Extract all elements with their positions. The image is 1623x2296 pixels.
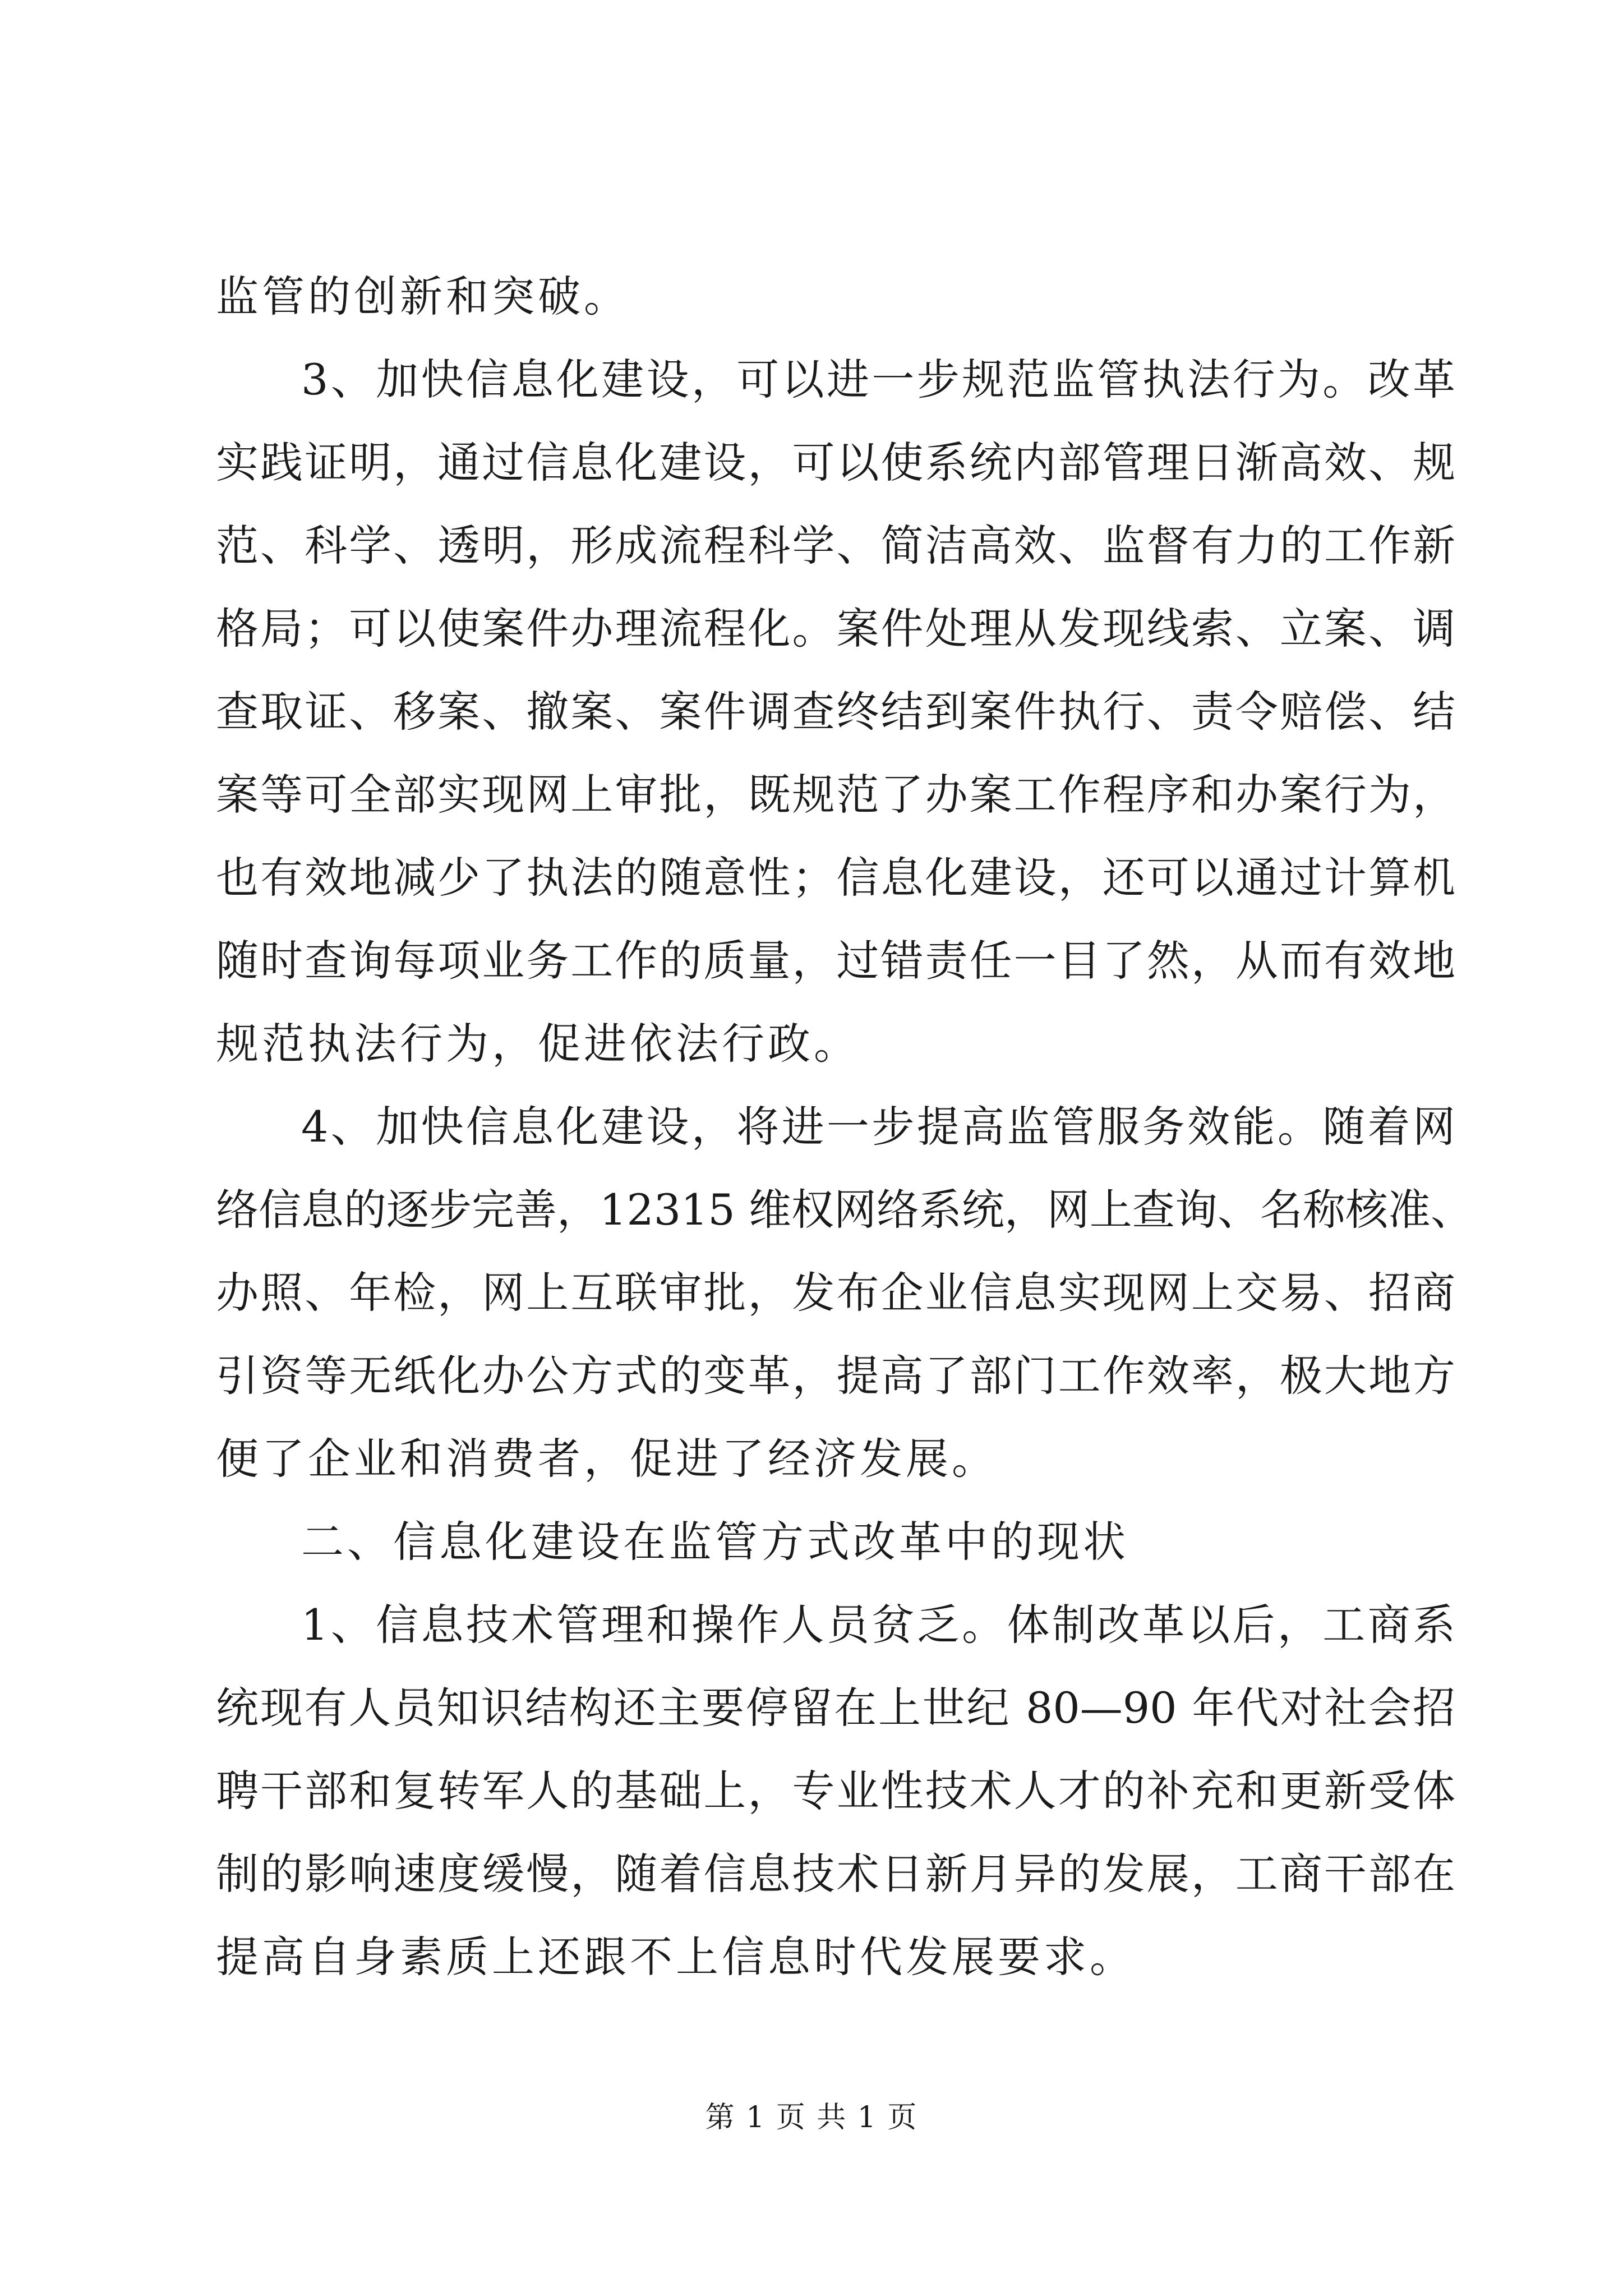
text-line: 范、科学、透明，形成流程科学、简洁高效、监督有力的工作新 (216, 521, 1455, 570)
text-line: 便了企业和消费者，促进了经济发展。 (216, 1434, 998, 1484)
text-line: 实践证明，通过信息化建设，可以使系统内部管理日渐高效、规 (216, 438, 1455, 487)
text-line: 聘干部和复转军人的基础上，专业性技术人才的补充和更新受体 (216, 1766, 1455, 1816)
text-line: 随时查询每项业务工作的质量，过错责任一目了然，从而有效地 (216, 936, 1455, 986)
text-line: 办照、年检，网上互联审批，发布企业信息实现网上交易、招商 (216, 1268, 1455, 1318)
text-line: 也有效地减少了执法的随意性；信息化建设，还可以通过计算机 (216, 853, 1455, 903)
document-body (216, 255, 1473, 1999)
text-line: 统现有人员知识结构还主要停留在上世纪 80—90 年代对社会招 (216, 1683, 1455, 1733)
section-heading: 二、信息化建设在监管方式改革中的现状 (301, 1517, 1129, 1567)
text-line: 格局；可以使案件办理流程化。案件处理从发现线索、立案、调 (216, 604, 1455, 654)
text-line: 1、信息技术管理和操作人员贫乏。体制改革以后，工商系 (301, 1600, 1455, 1650)
text-line: 提高自身素质上还跟不上信息时代发展要求。 (216, 1932, 1136, 1982)
text-line: 查取证、移案、撤案、案件调查终结到案件执行、责令赔偿、结 (216, 687, 1455, 737)
text-line: 引资等无纸化办公方式的变革，提高了部门工作效率，极大地方 (216, 1351, 1455, 1401)
text-line: 3、加快信息化建设，可以进一步规范监管执法行为。改革 (301, 355, 1455, 404)
text-line: 规范执法行为，促进依法行政。 (216, 1019, 860, 1069)
text-line: 络信息的逐步完善，12315 维权网络系统，网上查询、名称核准、 (216, 1185, 1473, 1235)
text-line: 监管的创新和突破。 (216, 272, 630, 321)
text-line: 案等可全部实现网上审批，既规范了办案工作程序和办案行为， (216, 770, 1455, 820)
text-line: 制的影响速度缓慢，随着信息技术日新月异的发展，工商干部在 (216, 1849, 1455, 1899)
text-line: 4、加快信息化建设，将进一步提高监管服务效能。随着网 (301, 1102, 1455, 1152)
page-number-footer: 第 1 页 共 1 页 (705, 2101, 918, 2134)
